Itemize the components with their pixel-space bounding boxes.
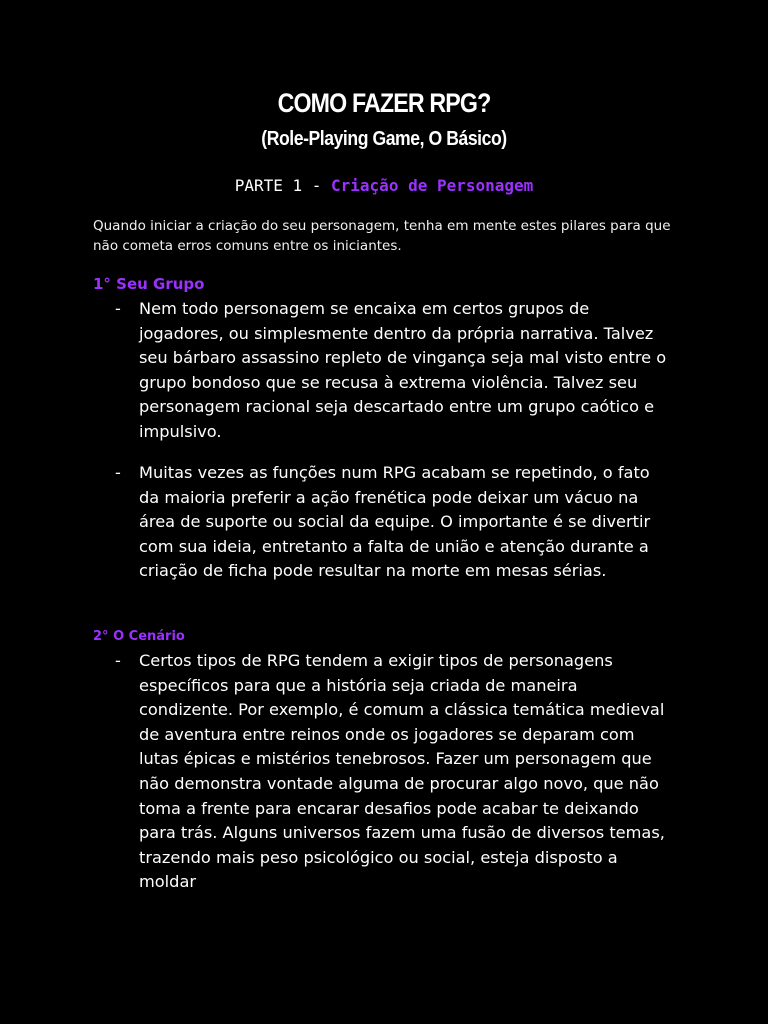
list-item-text: Nem todo personagem se encaixa em certos grupos de jogadores, ou simplesmente dentro da própria narrativa. Talvez seu bárbaro assassino repleto de vingança seja mal visto entre o grupo bondoso que se recusa à extrema violência. Talvez seu personagem racional seja descartado entre um grupo caótico e impulsivo. bbox=[139, 299, 667, 441]
list-item bbox=[115, 297, 669, 445]
list-item-text: Certos tipos de RPG tendem a exigir tipos de personagens específicos para que a história seja criada de maneira condizente. Por exemplo, é comum a clássica temática medieval de aventura entre reinos onde os jogadores se deparam com lutas épicas e mistérios tenebrosos. Fazer um personagem que não demonstra vontade alguma de procurar algo novo, que não toma a frente para encarar desafios pode acabar te deixando para trás. Alguns universos fazem uma fusão de diversos temas, trazendo mais peso psicológico ou social, esteja disposto a moldar bbox=[139, 651, 665, 892]
list-item-text: Muitas vezes as funções num RPG acabam se repetindo, o fato da maioria preferir a ação frenética pode deixar um vácuo na área de suporte ou social da equipe. O importante é se divertir com sua ideia, entretanto a falta de união e atenção durante a criação de ficha pode resultar na morte em mesas sérias. bbox=[139, 463, 651, 581]
part-prefix: PARTE 1 - bbox=[234, 176, 332, 195]
intro-paragraph: Quando iniciar a criação do seu personagem, tenha em mente estes pilares para que não cometa erros comuns entre os iniciantes. bbox=[93, 218, 671, 254]
bullet-marker: - bbox=[115, 299, 121, 318]
part-title: Criação de Personagem bbox=[331, 176, 534, 195]
bullet-marker: - bbox=[115, 463, 121, 482]
section-heading-grupo: 1° Seu Grupo bbox=[93, 275, 205, 293]
part-heading bbox=[0, 176, 768, 195]
section-heading-cenario: 2° O Cenário bbox=[93, 629, 185, 644]
list-item bbox=[115, 649, 669, 895]
document-title: COMO FAZER RPG? bbox=[277, 88, 491, 118]
bullet-marker: - bbox=[115, 651, 121, 670]
document-subtitle: (Role-Playing Game, O Básico) bbox=[261, 128, 507, 150]
list-item bbox=[115, 461, 669, 584]
